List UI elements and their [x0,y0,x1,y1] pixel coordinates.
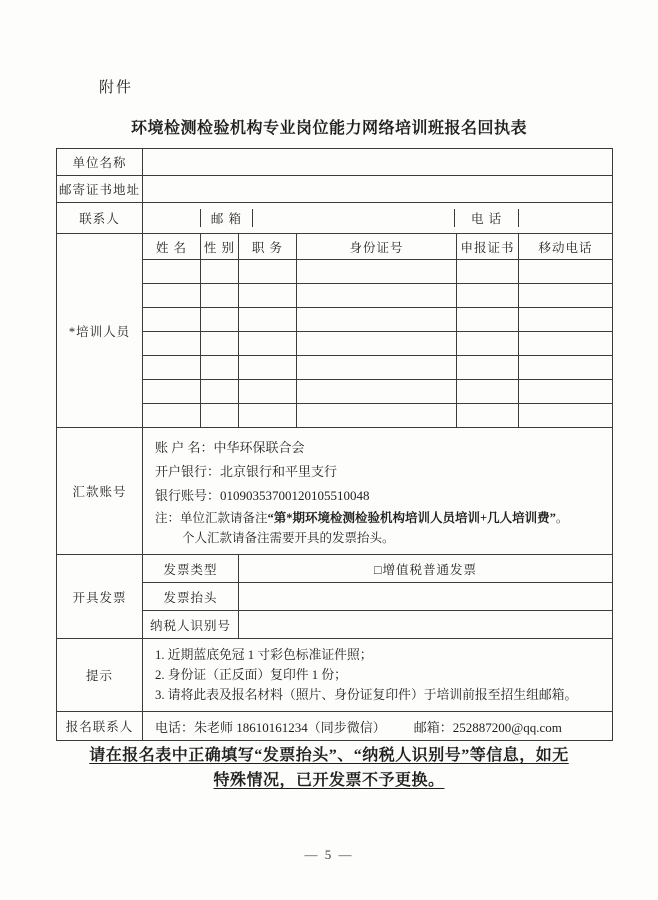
remittance-account-name: 账 户 名：中华环保联合会 [155,440,305,455]
trainee-empty-cell [297,284,457,308]
trainee-empty-cell [457,260,519,284]
invoice-type-value: □增值税普通发票 [239,555,613,583]
registration-contact-label: 报名联系人 [57,712,143,741]
footer-note-line-2: 特殊情况，已开发票不予更换。 [213,772,445,789]
remittance-note: 注：单位汇款请备注“第*期环境检测检验机构培训人员培训+几人培训费”。 [155,511,569,525]
invoice-taxid-label: 纳税人识别号 [143,611,239,639]
trainee-empty-cell [143,380,201,404]
contact-name-value-cell [143,209,201,227]
invoice-type-label: 发票类型 [143,555,239,583]
trainee-col-position: 职 务 [239,234,297,260]
contact-detail-cell [143,203,613,234]
trainee-col-name: 姓 名 [143,234,201,260]
trainee-empty-cell [457,332,519,356]
trainee-col-id-number: 身份证号 [297,234,457,260]
tips-content-cell [143,639,613,712]
tips-line-1: 1. 近期蓝底免冠 1 寸彩色标准证件照； [155,648,373,662]
trainee-empty-cell [239,284,297,308]
trainee-empty-cell [239,356,297,380]
tips-line-3: 3. 请将此表及报名材料（照片、身份证复印件）于培训前报至招生组邮箱。 [155,688,578,702]
trainee-col-gender: 性 别 [201,234,239,260]
trainee-empty-cell [519,404,613,428]
invoice-type-row [57,555,613,583]
trainee-empty-cell [519,260,613,284]
mailing-address-row [57,176,613,203]
trainee-empty-cell [239,332,297,356]
trainee-empty-cell [239,308,297,332]
trainee-empty-cell [297,332,457,356]
trainee-empty-cell [519,332,613,356]
trainees-section [57,234,613,428]
trainee-empty-cell [201,380,239,404]
mailing-address-value-cell [143,176,613,203]
trainee-empty-cell [143,332,201,356]
registration-contact-detail-cell [143,712,613,741]
mailing-address-label: 邮寄证书地址 [57,176,143,203]
tips-label: 提示 [57,639,143,712]
tips-row [57,639,613,712]
trainee-empty-cell [201,356,239,380]
trainee-empty-cell [519,284,613,308]
contact-email-value-cell [253,209,455,227]
remittance-label: 汇款账号 [57,428,143,555]
trainee-col-certificate: 申报证书 [457,234,519,260]
contact-row [57,203,613,234]
trainee-empty-cell [457,284,519,308]
trainee-empty-cell [201,308,239,332]
trainee-header-row [57,234,613,260]
trainee-empty-cell [239,380,297,404]
page-number: — 5 — [304,847,354,862]
unit-name-label: 单位名称 [57,149,143,176]
trainee-empty-cell [201,260,239,284]
trainee-col-mobile: 移动电话 [519,234,613,260]
tips-line-2: 2. 身份证（正反面）复印件 1 份； [155,668,347,682]
contact-phone-label: 电 话 [455,209,519,227]
trainee-empty-cell [457,356,519,380]
trainee-empty-cell [201,404,239,428]
unit-name-row [57,149,613,176]
footer-note [0,743,658,793]
trainee-empty-cell [239,404,297,428]
trainee-empty-cell [297,380,457,404]
trainee-empty-cell [457,380,519,404]
trainee-empty-cell [297,356,457,380]
contact-label: 联系人 [57,203,143,234]
trainee-empty-cell [297,404,457,428]
trainee-empty-cell [239,260,297,284]
trainee-empty-cell [297,260,457,284]
registration-form-table [56,148,613,741]
attachment-label: 附件 [99,80,134,96]
trainee-empty-cell [201,332,239,356]
trainee-empty-cell [457,308,519,332]
remittance-row [57,428,613,555]
remittance-note-line2: 个人汇款请备注需要开具的发票抬头。 [182,531,395,545]
trainee-empty-cell [519,356,613,380]
trainee-empty-cell [201,284,239,308]
invoice-label: 开具发票 [57,555,143,639]
trainees-label: *培训人员 [57,234,143,428]
registration-contact-phone: 电话：朱老师 18610161234（同步微信） [155,719,386,735]
trainee-empty-cell [143,308,201,332]
invoice-title-value-cell [239,583,613,611]
trainee-empty-cell [143,284,201,308]
footer-note-line-1: 请在报名表中正确填写“发票抬头”、“纳税人识别号”等信息，如无 [89,747,569,764]
registration-contact-email: 邮箱：252887200@qq.com [413,719,562,735]
invoice-title-label: 发票抬头 [143,583,239,611]
trainee-empty-cell [519,380,613,404]
trainee-empty-cell [143,404,201,428]
remittance-bank: 开户银行：北京银行和平里支行 [155,464,338,479]
contact-email-label: 邮 箱 [201,209,253,227]
trainee-empty-cell [297,308,457,332]
trainee-empty-cell [519,308,613,332]
remittance-account-number: 银行账号：01090353700120105510048 [155,488,370,503]
remittance-detail-cell [143,428,613,555]
registration-contact-row [57,712,613,741]
trainee-empty-cell [143,356,201,380]
trainee-empty-cell [457,404,519,428]
unit-name-value-cell [143,149,613,176]
trainee-empty-cell [143,260,201,284]
page-title: 环境检测检验机构专业岗位能力网络培训班报名回执表 [130,120,527,137]
remittance-note-bold: “第*期环境检测检验机构培训人员培训+几人培训费” [267,511,556,525]
invoice-taxid-value-cell [239,611,613,639]
contact-phone-value-cell [519,209,612,227]
